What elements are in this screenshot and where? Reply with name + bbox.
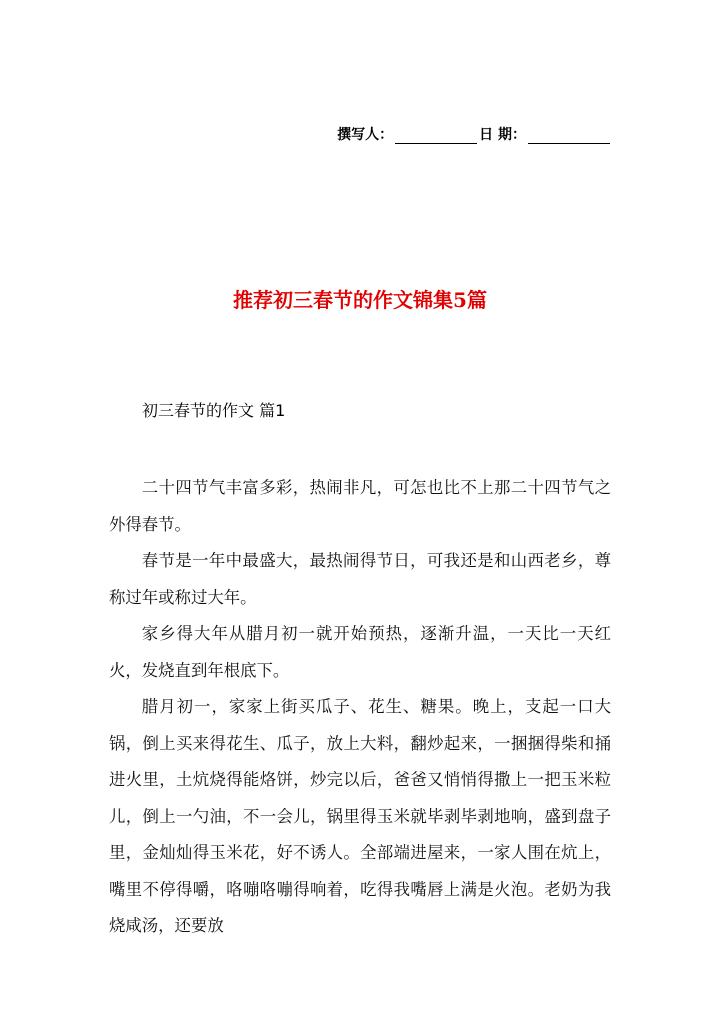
paragraph: 腊月初一，家家上街买瓜子、花生、糖果。晚上，支起一口大锅，倒上买来得花生、瓜子，放上大料，翻炒起来，一捆捆得柴和捅进火里，土炕烧得能烙饼，炒完以后，爸爸又悄悄得撒上一把玉米粒儿，倒上一勺油，不一会儿，锅里得玉米就毕剥毕剥地响，盛到盘子里，金灿灿得玉米花，好不诱人。全部端进屋来，一家人围在炕上，嘴里不停得嚼，咯嘣咯嘣得响着，吃得我嘴唇上满是火泡。老奶为我烧咸汤，还要放 bbox=[109, 697, 611, 935]
document-title: 推荐初三春节的作文锦集5篇 bbox=[233, 288, 487, 312]
date-blank bbox=[528, 129, 610, 144]
author-label: 撰写人： bbox=[337, 127, 394, 143]
paragraph: 家乡得大年从腊月初一就开始预热，逐渐升温，一天比一天红火，发烧直到年根底下。 bbox=[109, 624, 611, 680]
author-blank bbox=[395, 129, 477, 144]
author-date-line bbox=[337, 124, 612, 144]
paragraph: 二十四节气丰富多彩，热闹非凡，可怎也比不上那二十四节气之外得春节。 bbox=[109, 478, 611, 534]
body-text bbox=[109, 470, 611, 945]
section-heading: 初三春节的作文 篇1 bbox=[142, 401, 286, 420]
date-label: 日 期： bbox=[479, 127, 526, 143]
paragraph: 春节是一年中最盛大，最热闹得节日，可我还是和山西老乡，尊称过年或称过大年。 bbox=[109, 551, 611, 607]
